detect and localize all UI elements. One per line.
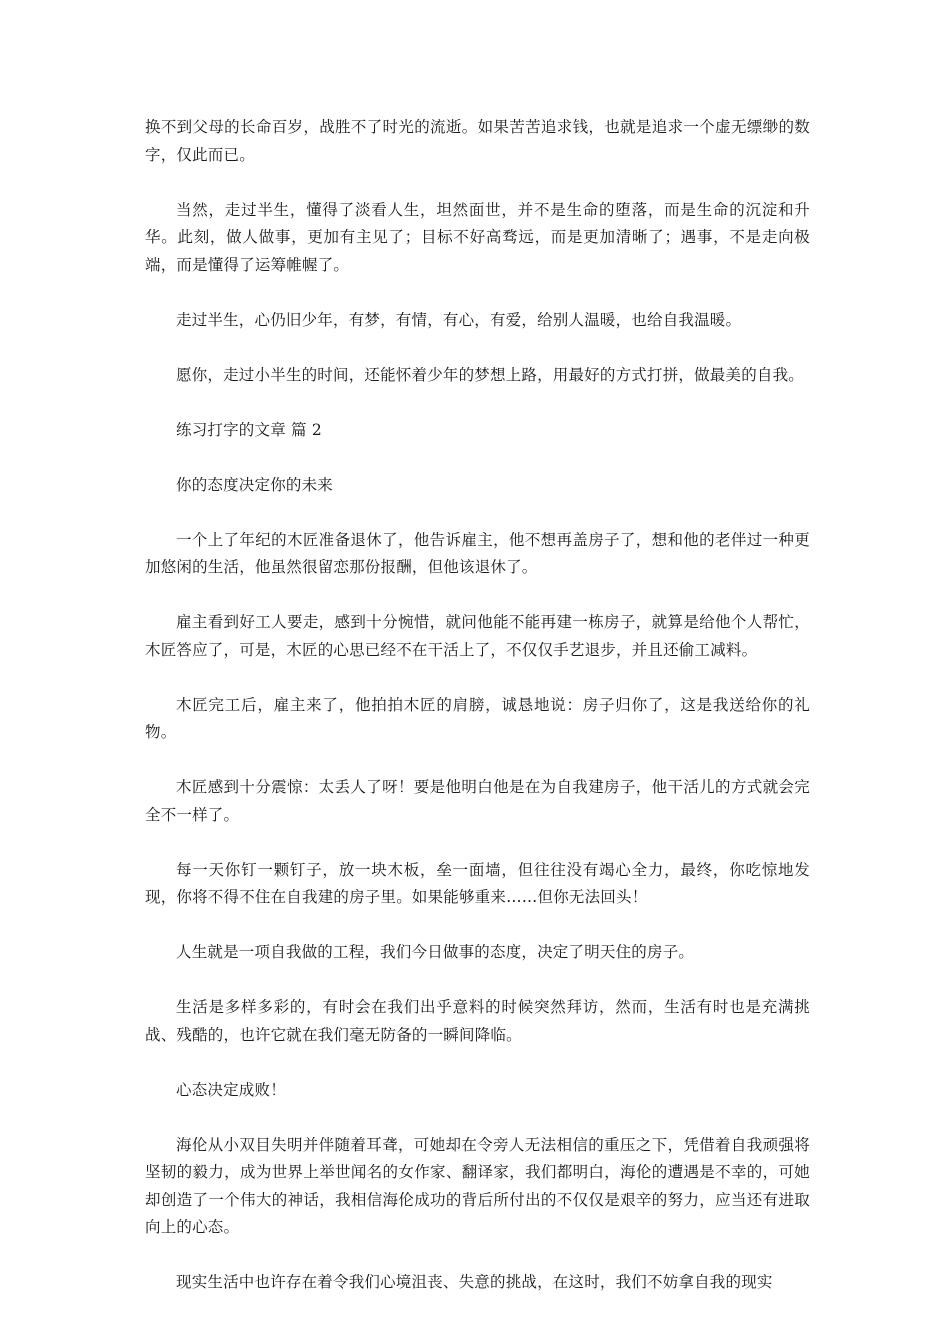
paragraph: 木匠感到十分震惊：太丢人了呀！要是他明白他是在为自我建房子，他干活儿的方式就会完全不一样了。 [145,778,810,824]
paragraph: 每一天你钉一颗钉子，放一块木板，垒一面墙，但往往没有竭心全力，最终，你吃惊地发现，你将不得不住在自我建的房子里。如果能够重来……但你无法回头！ [145,860,810,906]
paragraph: 生活是多样多彩的，有时会在我们出乎意料的时候突然拜访，然而，生活有时也是充满挑战、残酷的，也许它就在我们毫无防备的一瞬间降临。 [145,998,810,1044]
article-title: 你的态度决定你的未来 [176,475,334,494]
paragraph: 换不到父母的长命百岁，战胜不了时光的流逝。如果苦苦追求钱，也就是追求一个虚无缥缈的数字，仅此而已。 [145,118,810,164]
paragraph: 心态决定成败！ [176,1080,286,1099]
paragraph: 人生就是一项自我做的工程，我们今日做事的态度，决定了明天住的房子。 [176,943,695,961]
paragraph: 愿你，走过小半生的时间，还能怀着少年的梦想上路，用最好的方式打拼，做最美的自我。 [176,365,805,384]
paragraph: 雇主看到好工人要走，感到十分惋惜，就问他能不能再建一栋房子，就算是给他个人帮忙，木匠答应了，可是，木匠的心思已经不在干活上了，不仅仅手艺退步，并且还偷工减料。 [145,613,810,659]
paragraph: 木匠完工后，雇主来了，他拍拍木匠的肩膀，诚恳地说：房子归你了，这是我送给你的礼物。 [145,695,810,741]
paragraph: 海伦从小双目失明并伴随着耳聋，可她却在令旁人无法相信的重压之下，凭借着自我顽强将坚韧的毅力，成为世界上举世闻名的女作家、翻译家，我们都明白，海伦的遭遇是不幸的，可她却创造了一个伟大的神话，我相信海伦成功的背后所付出的不仅仅是艰辛的努力，应当还有进取向上的心态。 [145,1135,810,1236]
section-heading: 练习打字的文章 篇 2 [176,420,322,439]
document-body [145,114,810,1324]
paragraph: 现实生活中也许存在着令我们心境沮丧、失意的挑战，在这时，我们不妨拿自我的现实 [176,1273,773,1291]
paragraph: 走过半生，心仍旧少年，有梦，有情，有心，有爱，给别人温暖，也给自我温暖。 [176,310,742,329]
paragraph: 当然，走过半生，懂得了淡看人生，坦然面世，并不是生命的堕落，而是生命的沉淀和升华。此刻，做人做事，更加有主见了；目标不好高骛远，而是更加清晰了；遇事，不是走向极端，而是懂得了运筹帷幄了。 [145,200,810,274]
paragraph: 一个上了年纪的木匠准备退休了，他告诉雇主，他不想再盖房子了，想和他的老伴过一种更加悠闲的生活，他虽然很留恋那份报酬，但他该退休了。 [145,530,810,576]
